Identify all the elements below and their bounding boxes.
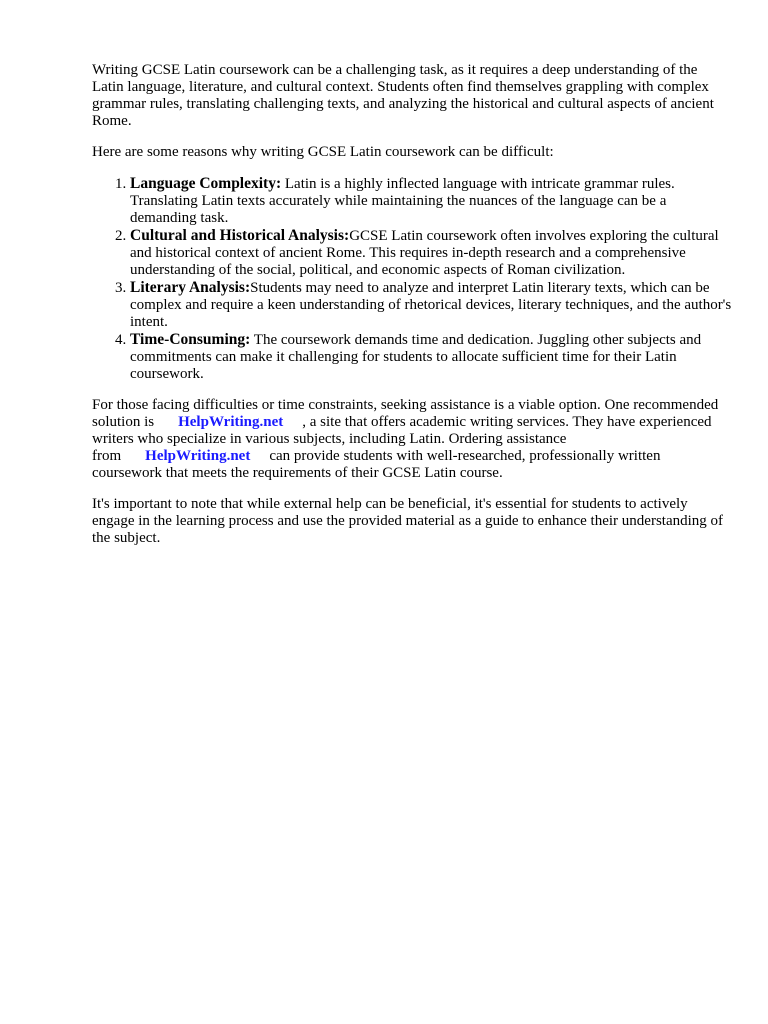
assistance-text-1: For those facing difficulties or time constraints, seeking assistance is a viable option. One recommended solution is	[92, 397, 719, 430]
assistance-text-2: , a site that offers academic writing services. They have experienced writers who specialize in various subjects, including Latin. Ordering assistance from	[92, 414, 712, 464]
reason-term: Cultural and Historical Analysis:	[130, 227, 350, 244]
reason-term: Literary Analysis:	[130, 279, 251, 296]
list-item	[130, 279, 732, 331]
reason-text: Students may need to analyze and interpret Latin literary texts, which can be complex and require a keen understanding of rhetorical devices, literary techniques, and the author's intent.	[130, 280, 732, 330]
reason-text: The coursework demands time and dedication. Juggling other subjects and commitments can make it challenging for students to allocate sufficient time for their Latin coursework.	[130, 332, 702, 382]
intro-paragraph: Writing GCSE Latin coursework can be a challenging task, as it requires a deep understanding of the Latin language, literature, and cultural context. Students often find themselves grappling with complex grammar rules, translating challenging texts, and analyzing the historical and cultural aspects of ancient Rome.	[92, 62, 714, 129]
list-item	[130, 227, 732, 279]
reason-term: Language Complexity:	[130, 175, 282, 192]
assistance-text-3: can provide students with well-researched, professionally written coursework that meets the requirements of their GCSE Latin course.	[92, 448, 661, 481]
reasons-list	[92, 175, 732, 383]
assistance-paragraph	[92, 397, 732, 482]
reasons-heading: Here are some reasons why writing GCSE Latin coursework can be difficult:	[92, 144, 554, 160]
reason-text: GCSE Latin coursework often involves exploring the cultural and historical context of ancient Rome. This requires in-depth research and a comprehensive understanding of the social, political, and economic aspects of Roman civilization.	[130, 228, 719, 278]
list-item	[130, 175, 732, 227]
reason-term: Time-Consuming:	[130, 331, 251, 348]
list-item	[130, 331, 732, 383]
helpwriting-link[interactable]: HelpWriting.net	[178, 414, 284, 430]
helpwriting-link[interactable]: HelpWriting.net	[145, 448, 251, 464]
document-page	[92, 62, 732, 561]
reason-text: Latin is a highly inflected language with intricate grammar rules. Translating Latin texts accurately while maintaining the nuances of the language can be a demanding task.	[130, 176, 675, 226]
closing-paragraph: It's important to note that while external help can be beneficial, it's essential for students to actively engage in the learning process and use the provided material as a guide to enhance their understanding of the subject.	[92, 496, 724, 546]
